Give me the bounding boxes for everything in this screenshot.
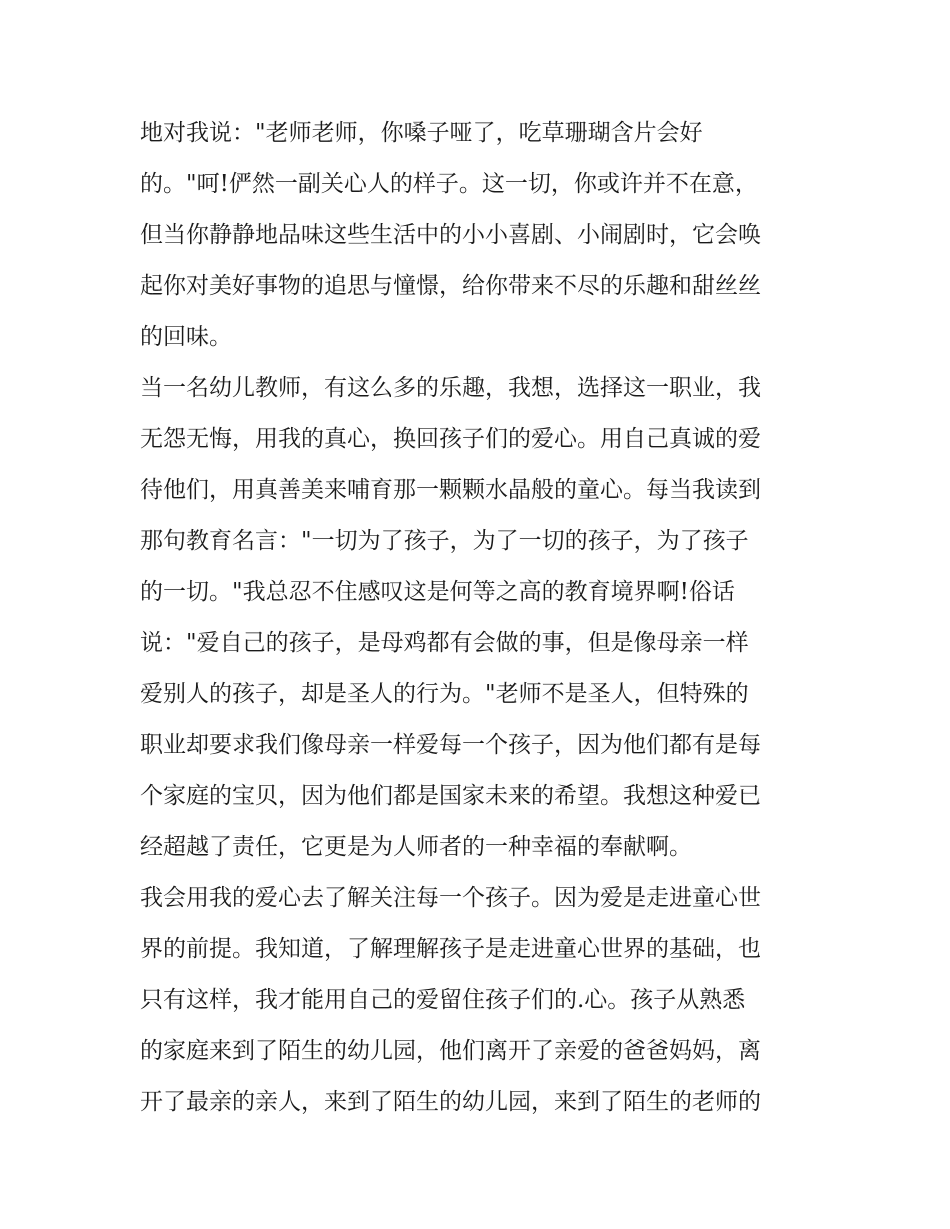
text-line: 无怨无悔，用我的真心，换回孩子们的爱心。用自己真诚的爱 xyxy=(140,426,761,452)
text-line: 但当你静静地品味这些生活中的小小喜剧、小闹剧时，它会唤 xyxy=(140,222,761,248)
text-line: 地对我说："老师老师，你嗓子哑了，吃草珊瑚含片会好 xyxy=(140,120,703,146)
text-line: 界的前提。我知道，了解理解孩子是走进童心世界的基础，也 xyxy=(140,936,761,962)
text-line: 起你对美好事物的追思与憧憬，给你带来不尽的乐趣和甜丝丝 xyxy=(140,273,761,299)
text-line: 我会用我的爱心去了解关注每一个孩子。因为爱是走进童心世 xyxy=(140,885,761,911)
text-line: 当一名幼儿教师，有这么多的乐趣，我想，选择这一职业，我 xyxy=(140,375,761,401)
text-line: 的家庭来到了陌生的幼儿园，他们离开了亲爱的爸爸妈妈，离 xyxy=(140,1038,761,1064)
text-line: 的回味。 xyxy=(140,324,232,350)
text-line: 的一切。"我总忍不住感叹这是何等之高的教育境界啊!俗话 xyxy=(140,579,735,605)
text-line: 只有这样，我才能用自己的爱留住孩子们的.心。孩子从熟悉 xyxy=(140,987,746,1013)
text-line: 待他们，用真善美来哺育那一颗颗水晶般的童心。每当我读到 xyxy=(140,477,761,503)
text-line: 爱别人的孩子，却是圣人的行为。"老师不是圣人，但特殊的 xyxy=(140,681,749,707)
body-text xyxy=(140,108,820,1128)
text-line: 的。"呵!俨然一副关心人的样子。这一切，你或许并不在意， xyxy=(140,171,758,197)
text-line: 个家庭的宝贝，因为他们都是国家未来的希望。我想这种爱已 xyxy=(140,783,761,809)
text-line: 说："爱自己的孩子，是母鸡都有会做的事，但是像母亲一样 xyxy=(140,630,749,656)
text-line: 开了最亲的亲人，来到了陌生的幼儿园，来到了陌生的老师的 xyxy=(140,1089,761,1115)
text-line: 经超越了责任，它更是为人师者的一种幸福的奉献啊。 xyxy=(140,834,692,860)
text-line: 职业却要求我们像母亲一样爱每一个孩子，因为他们都有是每 xyxy=(140,732,761,758)
text-line: 那句教育名言："一切为了孩子，为了一切的孩子，为了孩子 xyxy=(140,528,749,554)
